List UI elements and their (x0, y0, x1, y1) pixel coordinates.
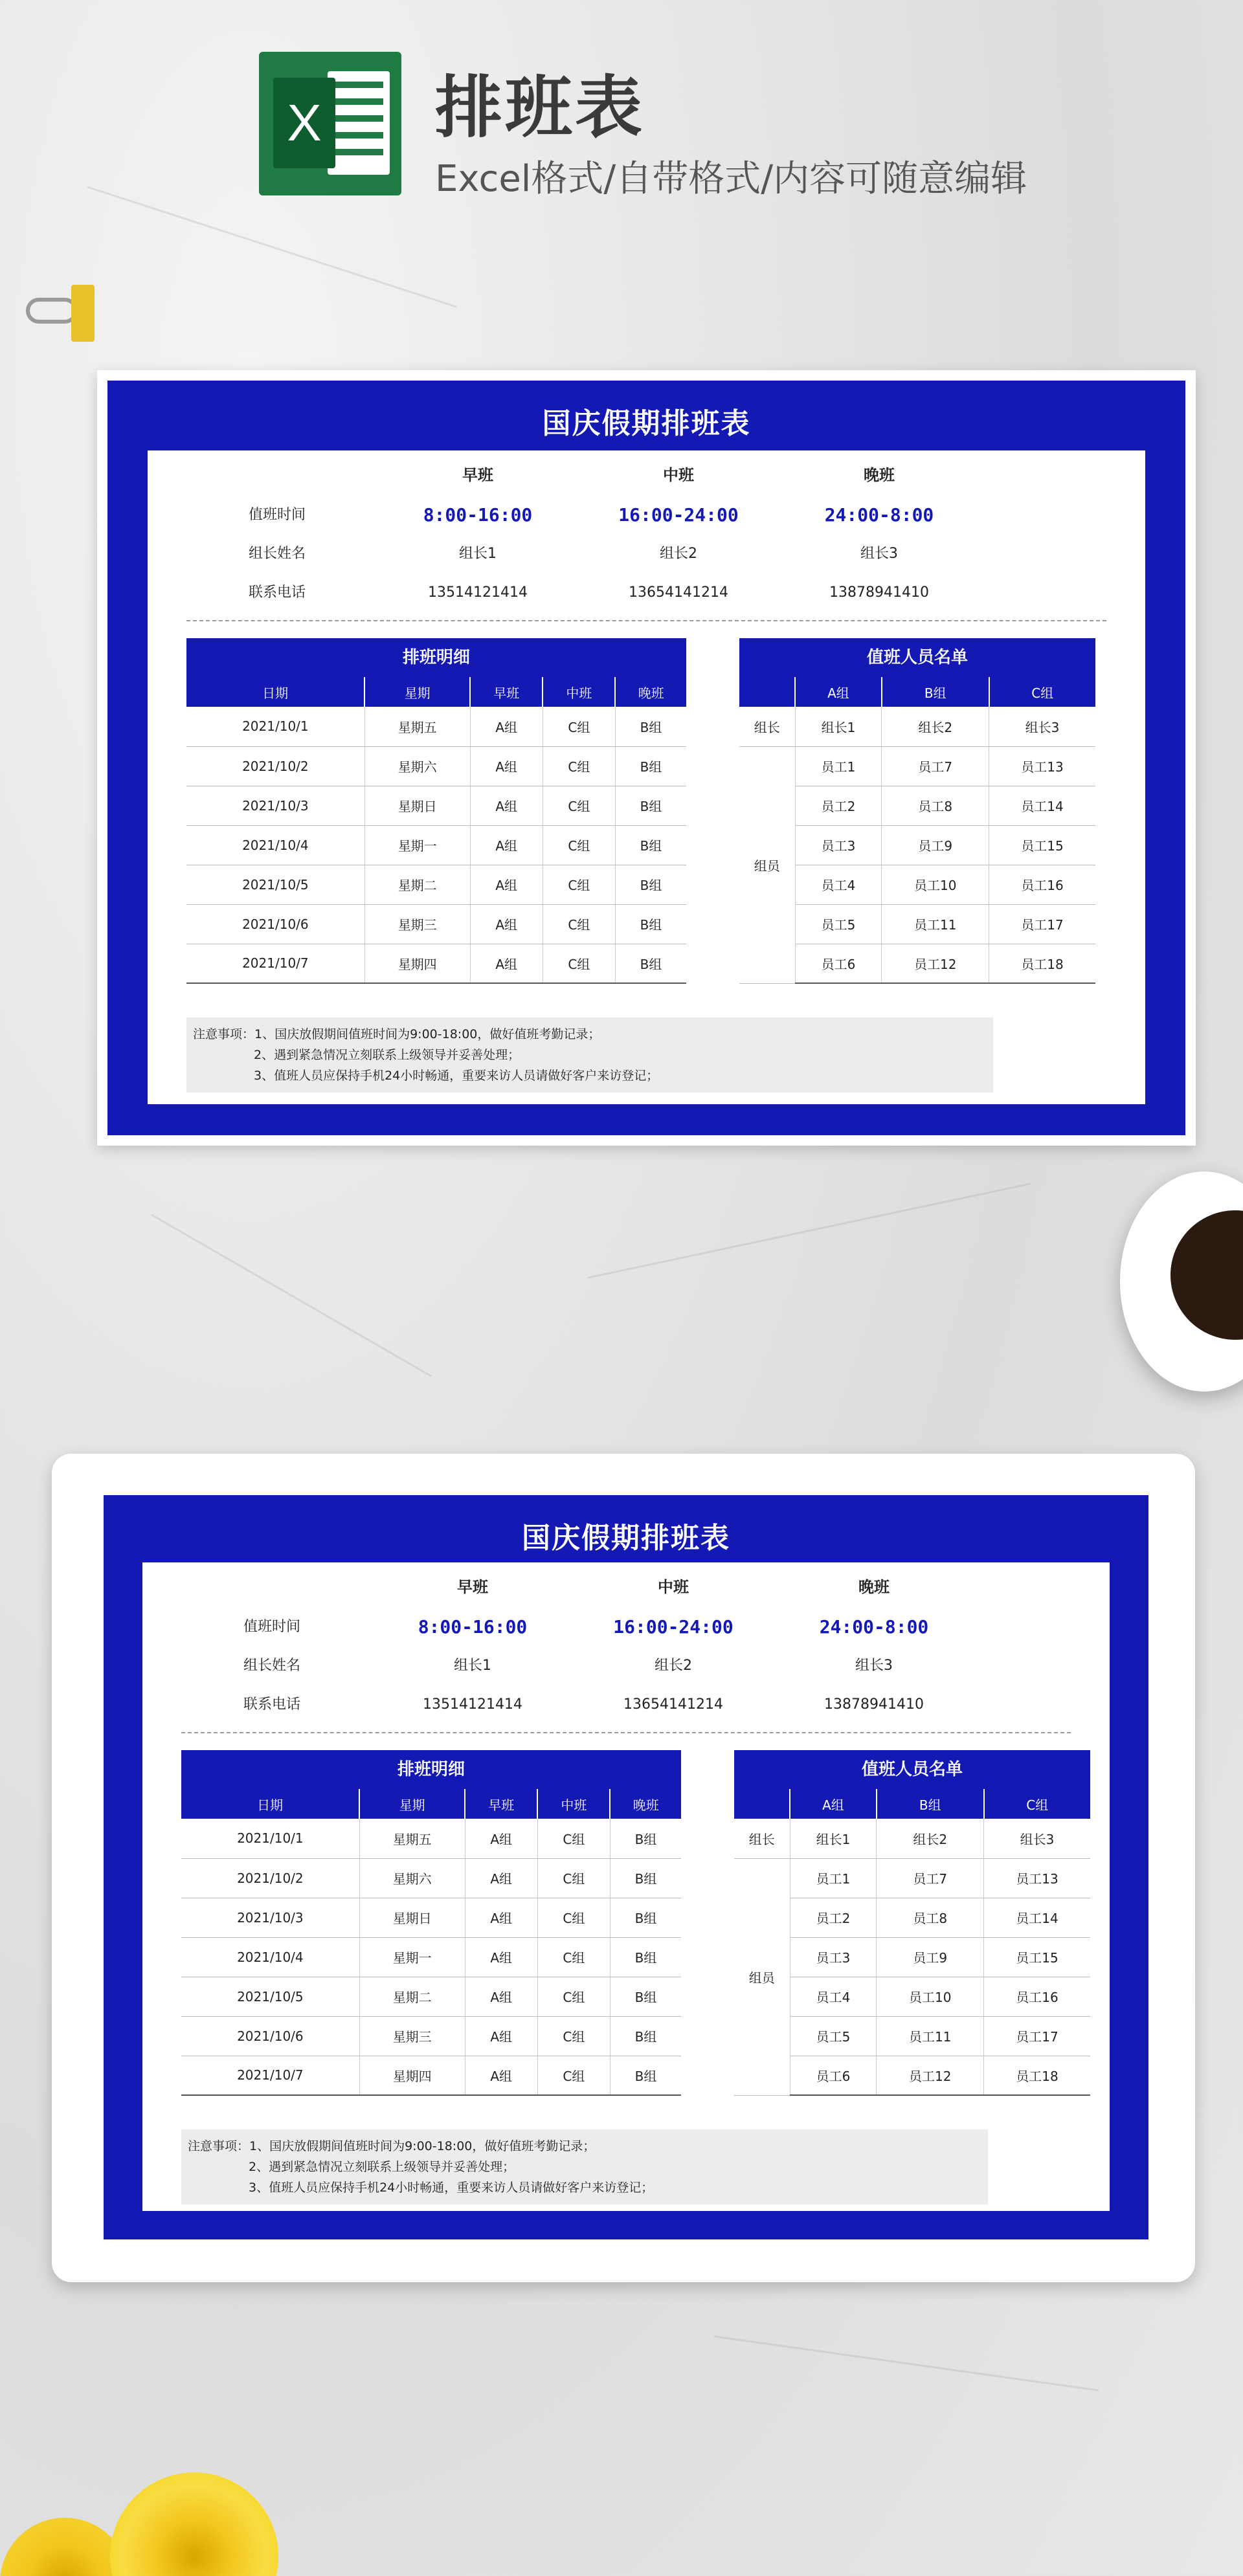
shift-time: 24:00-8:00 (824, 504, 934, 526)
col-header: 早班 (465, 1789, 537, 1819)
table-cell: 2021/10/3 (186, 786, 364, 825)
table-cell: 员工11 (877, 2016, 984, 2056)
table-cell: A组 (465, 1977, 537, 2016)
shift-time: 16:00-24:00 (613, 1616, 733, 1638)
notes-box (181, 2129, 988, 2204)
table-cell: B组 (615, 944, 686, 983)
sheet-inner (148, 450, 1145, 1104)
table-cell: B组 (610, 2016, 681, 2056)
table-cell: B组 (615, 707, 686, 746)
table-cell: B组 (615, 904, 686, 944)
staff-table-title: 值班人员名单 (739, 638, 1095, 677)
shift-phone-row (142, 1685, 1110, 1724)
col-header: 晚班 (610, 1789, 681, 1819)
table-cell: 星期四 (359, 2056, 465, 2095)
shift-time: 8:00-16:00 (423, 504, 533, 526)
table-cell: A组 (470, 904, 543, 944)
table-cell: 员工4 (795, 865, 882, 904)
table-cell: 员工1 (790, 1858, 877, 1898)
schedule-header-row (181, 1789, 681, 1819)
table-cell: 星期日 (364, 786, 470, 825)
table-cell: 2021/10/2 (181, 1858, 359, 1898)
table-cell: 员工9 (877, 1937, 984, 1977)
phone-number: 13878941410 (824, 1696, 924, 1713)
table-cell: C组 (537, 2056, 610, 2095)
table-cell: B组 (610, 1858, 681, 1898)
col-header: B组 (877, 1789, 984, 1819)
leader-name: 组长2 (660, 546, 697, 562)
table-row (181, 1977, 681, 2016)
leader-name: 组长2 (655, 1658, 692, 1674)
table-cell: C组 (543, 865, 615, 904)
notes-box (186, 1017, 993, 1093)
note-line: 2、遇到紧急情况立刻联系上级领导并妥善处理； (254, 1048, 521, 1062)
table-cell: B组 (615, 865, 686, 904)
table-cell: 组长2 (882, 707, 989, 746)
table-cell: 2021/10/2 (186, 746, 364, 786)
schedule-table (181, 1750, 681, 2096)
coffee-cup-icon (1120, 1171, 1243, 1392)
table-cell: A组 (465, 2016, 537, 2056)
table-cell: A组 (470, 865, 543, 904)
marble-vein (151, 1214, 432, 1377)
table-cell: B组 (610, 1819, 681, 1858)
col-header: 早班 (470, 677, 543, 707)
phone-number: 13878941410 (829, 584, 929, 601)
table-row (186, 865, 686, 904)
table-cell: 星期二 (359, 1977, 465, 2016)
table-cell: 员工14 (984, 1898, 1090, 1937)
table-cell: 员工17 (984, 2016, 1090, 2056)
table-row (181, 1858, 681, 1898)
table-row (186, 746, 686, 786)
table-cell: 员工10 (877, 1977, 984, 2016)
staff-table (734, 1750, 1090, 2096)
table-cell: A组 (470, 944, 543, 983)
table-cell: 2021/10/7 (181, 2056, 359, 2095)
row-label: 组长姓名 (243, 1658, 300, 1674)
table-cell: A组 (465, 1898, 537, 1937)
table-cell: 星期三 (364, 904, 470, 944)
shift-time-row (142, 1608, 1110, 1647)
table-cell: 员工2 (795, 786, 882, 825)
note-line: 注意事项：1、国庆放假期间值班时间为9:00-18:00，做好值班考勤记录； (193, 1027, 601, 1041)
table-cell: C组 (537, 1858, 610, 1898)
table-cell: 星期四 (364, 944, 470, 983)
table-cell: B组 (610, 2056, 681, 2095)
row-label: 组员 (739, 746, 795, 983)
leader-name: 组长3 (860, 546, 898, 562)
table-cell: 2021/10/3 (181, 1898, 359, 1937)
table-cell: A组 (465, 2056, 537, 2095)
table-cell: 员工7 (877, 1858, 984, 1898)
row-label: 值班时间 (243, 1619, 300, 1635)
shift-name: 早班 (462, 466, 493, 484)
sheet-frame (107, 381, 1185, 1135)
table-cell: 2021/10/1 (181, 1819, 359, 1858)
table-cell: C组 (537, 2016, 610, 2056)
shift-name: 中班 (658, 1578, 689, 1596)
schedule-table-title: 排班明细 (186, 638, 686, 677)
table-cell: C组 (543, 904, 615, 944)
table-cell: 员工5 (795, 904, 882, 944)
table-cell: 星期五 (359, 1819, 465, 1858)
col-header: 中班 (543, 677, 615, 707)
col-header: 星期 (364, 677, 470, 707)
phone-number: 13654141214 (629, 584, 728, 601)
table-cell: 员工15 (984, 1937, 1090, 1977)
leader-name: 组长1 (454, 1658, 491, 1674)
table-cell: C组 (537, 1977, 610, 2016)
shift-time: 16:00-24:00 (618, 504, 739, 526)
col-header: C组 (984, 1789, 1090, 1819)
table-cell: C组 (543, 825, 615, 865)
col-header (734, 1789, 790, 1819)
table-row (181, 1898, 681, 1937)
table-cell: C组 (543, 786, 615, 825)
table-cell: B组 (610, 1898, 681, 1937)
table-cell: 员工9 (882, 825, 989, 865)
table-cell: 员工18 (989, 944, 1095, 983)
marble-vein (714, 2335, 1099, 2391)
col-header: 晚班 (615, 677, 686, 707)
col-header: C组 (989, 677, 1095, 707)
table-cell: 员工6 (795, 944, 882, 983)
table-cell: 星期一 (359, 1937, 465, 1977)
table-cell: 员工14 (989, 786, 1095, 825)
shift-time: 8:00-16:00 (418, 1616, 528, 1638)
shift-header-row (142, 1568, 1110, 1606)
table-row (739, 707, 1095, 746)
page-header (259, 52, 1036, 207)
table-cell: 员工18 (984, 2056, 1090, 2095)
table-cell: A组 (465, 1937, 537, 1977)
table-cell: A组 (470, 786, 543, 825)
phone-number: 13654141214 (623, 1696, 723, 1713)
row-label: 联系电话 (243, 1696, 300, 1713)
table-cell: C组 (543, 746, 615, 786)
table-cell: 员工1 (795, 746, 882, 786)
table-cell: 星期六 (359, 1858, 465, 1898)
table-cell: B组 (615, 825, 686, 865)
table-cell: 员工5 (790, 2016, 877, 2056)
table-row (186, 786, 686, 825)
table-cell: 员工12 (877, 2056, 984, 2095)
table-row (181, 1819, 681, 1858)
schedule-document-preview (104, 1495, 1148, 2239)
table-row (186, 707, 686, 746)
shift-time: 24:00-8:00 (819, 1616, 929, 1638)
table-cell: 组长2 (877, 1819, 984, 1858)
col-header: 日期 (186, 677, 364, 707)
table-cell: 2021/10/6 (181, 2016, 359, 2056)
schedule-header-row (186, 677, 686, 707)
table-cell: 员工3 (795, 825, 882, 865)
page-title: 排班表 (435, 68, 645, 147)
shift-phone-row (148, 573, 1145, 612)
table-cell: 员工6 (790, 2056, 877, 2095)
table-cell: 员工15 (989, 825, 1095, 865)
excel-sheet-icon (328, 71, 390, 175)
table-cell: 员工8 (877, 1898, 984, 1937)
table-cell: 2021/10/6 (186, 904, 364, 944)
table-row (181, 2056, 681, 2095)
sheet-title: 国庆假期排班表 (542, 407, 751, 440)
table-cell: 员工13 (984, 1858, 1090, 1898)
table-cell: 组长3 (984, 1819, 1090, 1858)
table-row (181, 2016, 681, 2056)
col-header (739, 677, 795, 707)
page-subtitle: Excel格式/自带格式/内容可随意编辑 (435, 158, 1027, 200)
row-label: 联系电话 (248, 584, 306, 601)
table-cell: C组 (537, 1898, 610, 1937)
table-row (186, 944, 686, 983)
phone-number: 13514121414 (423, 1696, 522, 1713)
table-cell: 星期一 (364, 825, 470, 865)
table-cell: 员工16 (989, 865, 1095, 904)
table-cell: 员工7 (882, 746, 989, 786)
note-line: 3、值班人员应保持手机24小时畅通，重要来访人员请做好客户来访登记； (249, 2181, 654, 2195)
table-cell: A组 (465, 1819, 537, 1858)
schedule-table-title: 排班明细 (181, 1750, 681, 1789)
note-line: 注意事项：1、国庆放假期间值班时间为9:00-18:00，做好值班考勤记录； (188, 2139, 596, 2153)
table-cell: A组 (465, 1858, 537, 1898)
table-cell: 星期六 (364, 746, 470, 786)
leader-name: 组长1 (459, 546, 497, 562)
table-cell: 星期五 (364, 707, 470, 746)
table-row (181, 1937, 681, 1977)
table-cell: 2021/10/4 (181, 1937, 359, 1977)
row-label: 组长 (734, 1819, 790, 1858)
table-cell: B组 (615, 746, 686, 786)
note-line: 2、遇到紧急情况立刻联系上级领导并妥善处理； (249, 2160, 515, 2174)
table-row (734, 1819, 1090, 1858)
note-line: 3、值班人员应保持手机24小时畅通，重要来访人员请做好客户来访登记； (254, 1069, 659, 1083)
table-cell: 2021/10/1 (186, 707, 364, 746)
shift-name: 早班 (457, 1578, 488, 1596)
table-cell: 2021/10/7 (186, 944, 364, 983)
table-row (739, 746, 1095, 786)
table-cell: 2021/10/5 (181, 1977, 359, 2016)
table-cell: B组 (615, 786, 686, 825)
col-header: B组 (882, 677, 989, 707)
shift-leader-row (148, 535, 1145, 573)
row-label: 组长 (739, 707, 795, 746)
staff-table (739, 638, 1095, 984)
table-row (734, 1858, 1090, 1898)
table-cell: A组 (470, 825, 543, 865)
divider (186, 620, 1106, 621)
flower-icon (110, 2472, 278, 2576)
table-cell: 员工17 (989, 904, 1095, 944)
table-cell: A组 (470, 746, 543, 786)
table-cell: 2021/10/4 (186, 825, 364, 865)
row-label: 值班时间 (248, 507, 306, 523)
table-cell: 员工12 (882, 944, 989, 983)
table-cell: 2021/10/5 (186, 865, 364, 904)
table-cell: 组长3 (989, 707, 1095, 746)
col-header: A组 (790, 1789, 877, 1819)
table-cell: B组 (610, 1937, 681, 1977)
excel-icon (259, 52, 401, 195)
table-row (186, 825, 686, 865)
table-cell: 员工4 (790, 1977, 877, 2016)
table-cell: C组 (543, 944, 615, 983)
staff-table-title: 值班人员名单 (734, 1750, 1090, 1789)
shift-time-row (148, 496, 1145, 535)
table-cell: 星期三 (359, 2016, 465, 2056)
table-cell: C组 (537, 1819, 610, 1858)
shift-name: 晚班 (864, 466, 895, 484)
table-cell: 员工16 (984, 1977, 1090, 2016)
marble-vein (587, 1183, 1031, 1278)
table-cell: B组 (610, 1977, 681, 2016)
col-header: 日期 (181, 1789, 359, 1819)
table-cell: 组长1 (795, 707, 882, 746)
divider (181, 1732, 1071, 1733)
table-cell: A组 (470, 707, 543, 746)
table-cell: C组 (537, 1937, 610, 1977)
col-header: A组 (795, 677, 882, 707)
staff-header-row (739, 677, 1095, 707)
staff-header-row (734, 1789, 1090, 1819)
phone-number: 13514121414 (428, 584, 528, 601)
table-cell: 组长1 (790, 1819, 877, 1858)
table-cell: 星期日 (359, 1898, 465, 1937)
table-cell: 员工11 (882, 904, 989, 944)
shift-leader-row (142, 1647, 1110, 1685)
row-label: 组员 (734, 1858, 790, 2095)
leader-name: 组长3 (855, 1658, 893, 1674)
table-cell: 员工2 (790, 1898, 877, 1937)
table-cell: 星期二 (364, 865, 470, 904)
table-cell: C组 (543, 707, 615, 746)
sheet-title: 国庆假期排班表 (522, 1522, 730, 1555)
sheet-inner (142, 1562, 1110, 2211)
table-cell: 员工13 (989, 746, 1095, 786)
sheet-frame (104, 1495, 1148, 2239)
table-cell: 员工3 (790, 1937, 877, 1977)
table-cell: 员工10 (882, 865, 989, 904)
col-header: 中班 (537, 1789, 610, 1819)
schedule-table (186, 638, 686, 984)
table-row (186, 904, 686, 944)
shift-name: 晚班 (858, 1578, 890, 1596)
row-label: 组长姓名 (248, 546, 306, 562)
table-cell: 员工8 (882, 786, 989, 825)
col-header: 星期 (359, 1789, 465, 1819)
shift-name: 中班 (663, 466, 694, 484)
schedule-document-preview (97, 370, 1196, 1146)
binder-clip-icon (26, 278, 97, 343)
excel-x-icon: X (273, 78, 335, 168)
shift-header-row (148, 456, 1145, 494)
